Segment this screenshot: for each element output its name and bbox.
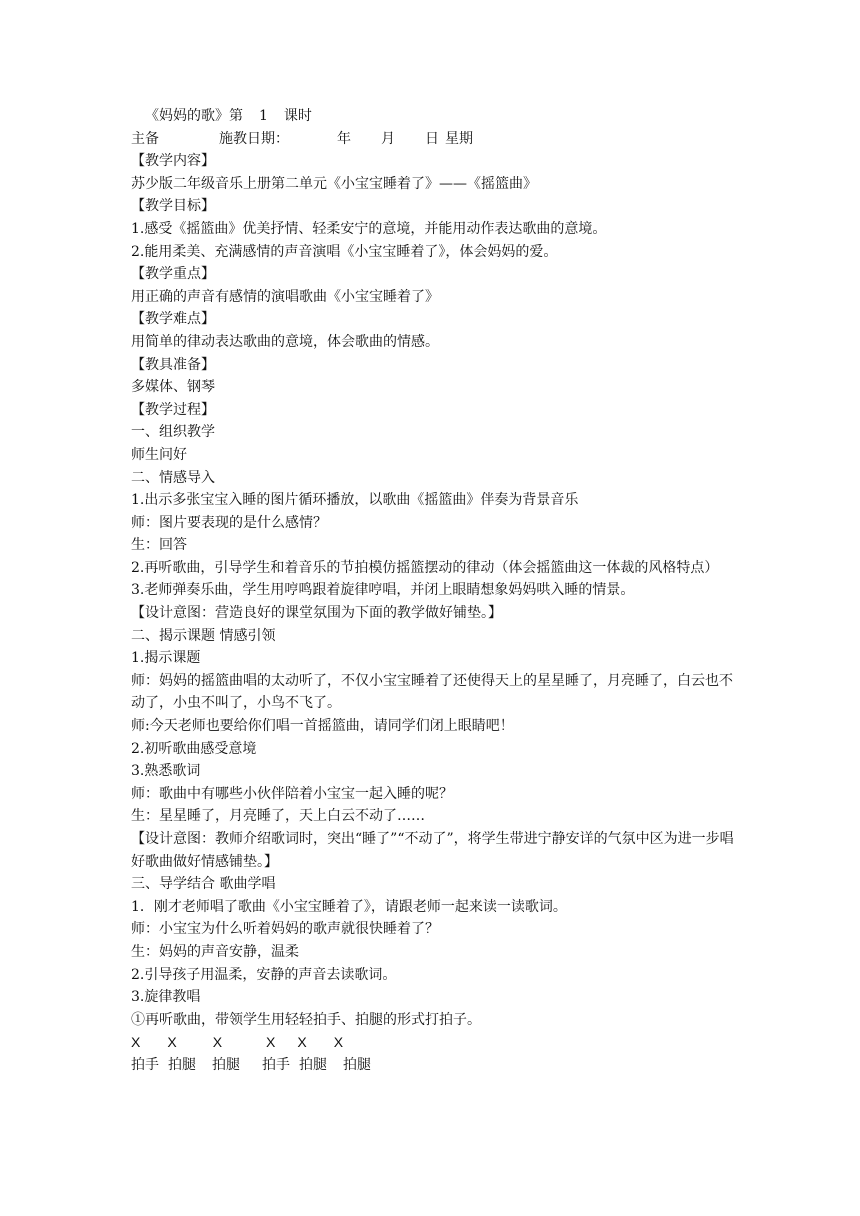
- rhythm-beat: X: [167, 1034, 177, 1051]
- section-heading-process: 【教学过程】: [131, 401, 215, 418]
- section-heading-content: 【教学内容】: [131, 153, 215, 170]
- date-label: 施教日期：: [219, 130, 289, 147]
- lesson-title-line: [131, 105, 743, 128]
- day-label: 日: [425, 130, 439, 147]
- body-line: 2.初听歌曲感受意境: [131, 740, 257, 757]
- step-heading: 三、导学结合 歌曲学唱: [131, 876, 276, 893]
- body-line: 1.感受《摇篮曲》优美抒情、轻柔安宁的意境，并能用动作表达歌曲的意境。: [131, 220, 607, 237]
- step-heading: 二、情感导入: [131, 469, 215, 486]
- weekday-label: 星期: [445, 130, 473, 147]
- section-heading-key-points: 【教学重点】: [131, 266, 215, 283]
- body-line: 师：歌曲中有哪些小伙伴陪着小宝宝一起入睡的呢？: [131, 785, 453, 802]
- lesson-number: 1: [259, 108, 268, 124]
- rhythm-beat: X: [131, 1034, 141, 1051]
- body-line: 1.出示多张宝宝入睡的图片循环播放，以歌曲《摇篮曲》伴奏为背景音乐: [131, 492, 579, 509]
- rhythm-action: 拍手: [262, 1056, 290, 1073]
- body-line: 生：星星睡了，月亮睡了，天上白云不动了……: [131, 808, 425, 825]
- body-line: 1.揭示课题: [131, 650, 201, 667]
- body-line: 师：小宝宝为什么听着妈妈的歌声就很快睡着了？: [131, 921, 439, 938]
- rhythm-action: 拍腿: [299, 1056, 327, 1073]
- rhythm-action: 拍手: [131, 1056, 159, 1073]
- body-line: 2.能用柔美、充满感情的声音演唱《小宝宝睡着了》，体会妈妈的爱。: [131, 243, 558, 260]
- body-line: 用正确的声音有感情的演唱歌曲《小宝宝睡着了》: [131, 288, 439, 305]
- body-line: 用简单的律动表达歌曲的意境，体会歌曲的情感。: [131, 333, 439, 350]
- body-line: 苏少版二年级音乐上册第二单元《小宝宝睡着了》——《摇篮曲》: [131, 175, 537, 192]
- month-label: 月: [381, 130, 395, 147]
- rhythm-beat: X: [297, 1034, 307, 1051]
- rhythm-beat: X: [266, 1034, 276, 1051]
- design-intent-note: 【设计意图：教师介绍歌词时，突出“睡了”“不动了”，将学生带进宁静安详的气氛中区为进一步唱好歌曲做好情感铺垫。】: [131, 831, 734, 870]
- rhythm-action: 拍腿: [168, 1056, 196, 1073]
- preparer-label: 主备: [131, 130, 159, 147]
- body-line: 师:今天老师也要给你们唱一首摇篮曲，请同学们闭上眼睛吧！: [131, 718, 514, 735]
- body-line: 生：回答: [131, 537, 187, 554]
- body-paragraph: 师：妈妈的摇篮曲唱的太动听了，不仅小宝宝睡着了还使得天上的星星睡了，月亮睡了，白云也不动了，小虫不叫了，小鸟不飞了。: [131, 672, 733, 712]
- design-intent-note: 【设计意图：营造良好的课堂氛围为下面的教学做好铺垫。】: [131, 605, 502, 622]
- body-line: 师生问好: [131, 446, 187, 463]
- rhythm-beat: X: [212, 1034, 223, 1051]
- body-line: 生：妈妈的声音安静，温柔: [131, 943, 299, 960]
- body-line: 师：图片要表现的是什么感情？: [131, 514, 327, 531]
- section-heading-objectives: 【教学目标】: [131, 198, 215, 215]
- body-line: 3.熟悉歌词: [131, 763, 201, 780]
- year-label: 年: [337, 130, 351, 147]
- rhythm-beats-row: [131, 1031, 743, 1054]
- body-line: 多媒体、钢琴: [131, 379, 215, 396]
- body-line: 3.老师弹奏乐曲，学生用哼鸣跟着旋律哼唱，并闭上眼睛想象妈妈哄入睡的情景。: [131, 582, 635, 599]
- rhythm-action: 拍腿: [212, 1056, 240, 1073]
- body-line: 3.旋律教唱: [131, 989, 201, 1006]
- rhythm-actions-row: [131, 1054, 743, 1077]
- body-line: 2.引导孩子用温柔，安静的声音去读歌词。: [131, 966, 397, 983]
- lesson-plan-body: [131, 105, 743, 1077]
- step-heading: 二、揭示课题 情感引领: [131, 627, 276, 644]
- body-line: 1．刚才老师唱了歌曲《小宝宝睡着了》，请跟老师一起来读一读歌词。: [131, 898, 567, 915]
- section-heading-difficulties: 【教学难点】: [131, 311, 215, 328]
- body-line: ①再听歌曲，带领学生用轻轻拍手、拍腿的形式打拍子。: [131, 1011, 481, 1028]
- lesson-unit: 课时: [283, 108, 312, 124]
- step-heading: 一、组织教学: [131, 424, 215, 441]
- lesson-title: 《妈妈的歌》第: [145, 108, 243, 124]
- section-heading-materials: 【教具准备】: [131, 356, 215, 373]
- rhythm-action: 拍腿: [343, 1056, 371, 1073]
- body-paragraph: 2.再听歌曲，引导学生和着音乐的节拍模仿摇篮摆动的律动（体会摇篮曲这一体裁的风格特点）: [131, 559, 719, 576]
- lesson-meta-line: [131, 128, 743, 151]
- rhythm-beat: X: [333, 1034, 344, 1051]
